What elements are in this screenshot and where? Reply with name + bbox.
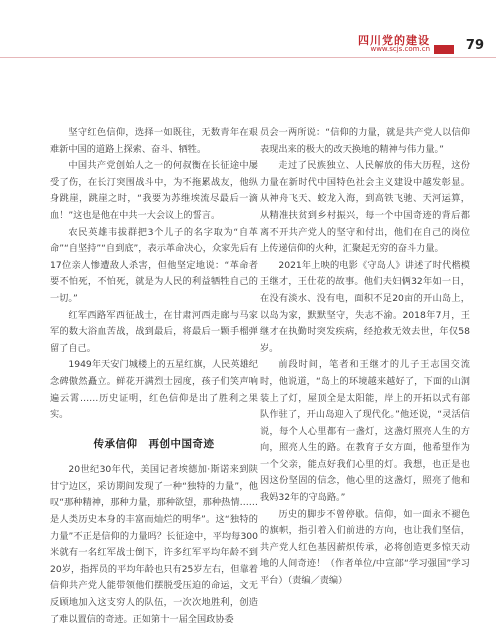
right-column [260, 125, 470, 590]
paragraph: 20世纪30年代，美国记者埃德加·斯诺来到陕甘宁边区，采访期间发现了一种“独特的力量”，他叹“那种精神，那种力量，那种欲望，那种热情……是人类历史本身的丰富而灿烂的明华”。这“独特的力量”不正是信仰的力量吗？长征途中，平均每300米就有一名红军战士倒下，许多红军平均年龄不到20岁，指挥员的平均年龄也只有25岁左右，但靠着信仰共产党人能带领他们摆脱受压迫的命运，文无反顾地加入这支穷人的队伍，一次次地胜利，创造了难以置信的奇迹。正如第十一届全国政协委 [50, 464, 258, 625]
header-divider [0, 57, 496, 58]
magazine-brand: 四川党的建设 [358, 34, 430, 47]
left-column [50, 125, 258, 628]
paragraph: 红军西路军西征战士，在甘肃河西走廊与马家军的数大浴血苦战，战到最后，将最后一颗手榴弹留了自己。 [50, 309, 258, 354]
paragraph: 1949年天安门城楼上的五星红旗，人民英雄纪念碑傲然矗立。鲜花开满烈士园度，孩子们笑声响遍云霄……历史证明，红色信仰是出了胜利之果实。 [50, 359, 258, 421]
paragraph: 坚守红色信仰，选择一如既往，无数青年在艰难新中国的道路上探索、奋斗、牺牲。 [50, 127, 258, 155]
paragraph: 员会一两所说：“信仰的力量，就是共产党人以信仰表现出来的极大的改天换地的精神与伟力量。” [260, 127, 470, 155]
page-number: 79 [465, 38, 484, 53]
paragraph: 中国共产党创始人之一的何叔衡在长征途中屡受了伤，在长汀突围战斗中，为不拖累战友，他纵身跳崖，跳崖之时，“我要为苏维埃流尽最后一滴血！”这也是他在中共一大会议上的誓言。 [50, 160, 258, 221]
page-header [0, 0, 496, 60]
section-title: 传承信仰 再创中国奇迹 [93, 437, 215, 450]
magazine-url[interactable]: www.scjs.com.cn [370, 45, 430, 53]
paragraph: 2021年上映的电影《守岛人》讲述了时代楷模王继才，王仕花的故事。他们夫妇俩32年如一日，在没有淡水、没有电，面积不足20亩的开山岛上，以岛为家，默默坚守，失志不渝。2018年7月，王继才在执勤时突发疾病，经抢救无效去世，年仅58岁。 [260, 259, 470, 354]
paragraph: 走过了民族独立、人民解放的伟大历程，这份力量在新时代中国特色社会主义建设中越发彰显。从神舟飞天、蛟龙入海，到高铁飞驰、天河运算，从精准扶贫到乡村振兴，每一个中国奇迹的背后都离不开共产党人的坚守和付出，他们在自己的岗位上传递信仰的火种，汇聚起无穷的奋斗力量。 [260, 160, 470, 255]
paragraph: 历史的脚步不曾停歇。信仰，如一面永不褪色的旗帜，指引着入们前进的方向，也让我们坚信，共产党人红色基因薪炽传承，必将创造更多惊天动地的人间奇迹！（作者单位/中宣部“学习强国”学习平台）（责编／责编） [260, 508, 470, 587]
issue-badge [434, 45, 454, 54]
paragraph: 农民英雄韦拔群把3个儿子的名字取为“自革命”“自坚持”“自到底”，表示革命决心，众家先后有17位亲人惨遭敌人杀害，但他坚定地说：“革命者要不怕死，不怕死，就是为人民的利益牺牲自己的一切。” [50, 226, 258, 304]
paragraph: 前段时间，笔者和王继才的儿子王志国交流时，他说道，“岛上的环境越来越好了，下面的山洞装上了灯，屋顶全是太阳能，岸上的开拓以式有部队作驻了，开山岛迎入了现代化。”他还说，“灵活信说，每个人心里都有一盏灯，这盏灯照亮人生的方向，照亮人生的路。在教育子女方面，他希望作为一个父亲，能点好我们心里的灯。我想，也正是也因这份坚固的信念，他心里的这盏灯，照亮了他和我妈32年的守岛路。” [260, 359, 470, 504]
